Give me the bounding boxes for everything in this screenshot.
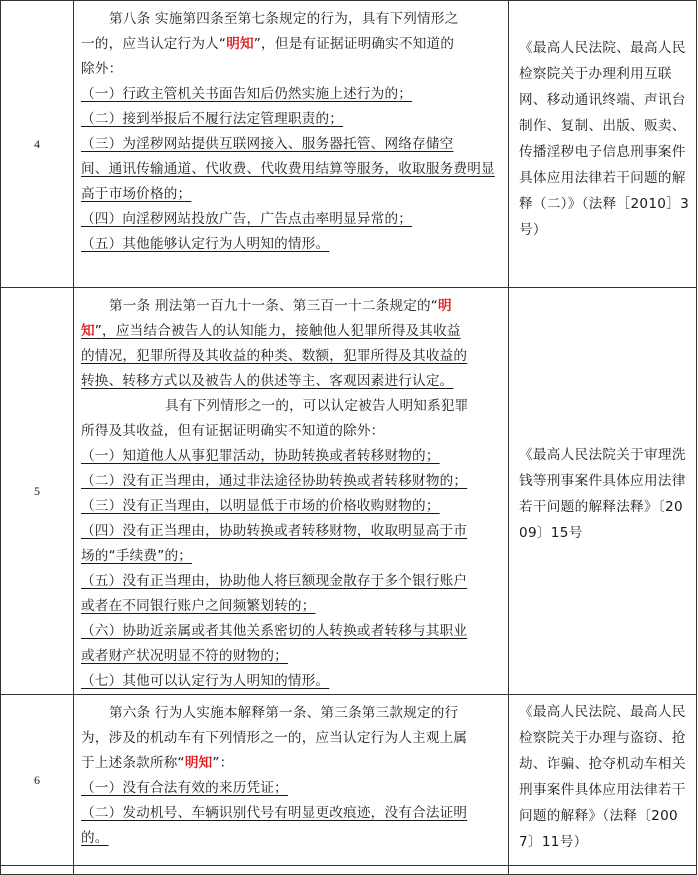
list-item: （五）没有正当理由，协助他人将巨额现金散存于多个银行账户: [81, 573, 468, 589]
list-item: （七）其他可以认定行为人明知的情形。: [81, 673, 330, 689]
text-line: 知”，应当结合被告人的认知能力，接触他人犯罪所得及其收益: [81, 323, 461, 339]
list-item: （一）没有合法有效的来历凭证；: [81, 780, 288, 796]
text-line: 具有下列情形之一的，可以认定被告人明知系犯罪: [165, 398, 469, 414]
table-row: [1, 1, 697, 288]
list-item: （六）协助近亲属或者其他关系密切的人转换或者转移与其职业: [81, 623, 468, 639]
list-item: 的。: [81, 830, 109, 846]
list-item: （二）接到举报后不履行法定管理职责的；: [81, 111, 344, 127]
list-item: （五）其他能够认定行为人明知的情形。: [81, 236, 330, 252]
article-text: [74, 1, 509, 288]
list-item: 场的“手续费”的；: [81, 548, 193, 564]
list-item: 间、通讯传输通道、代收费、代收费用结算等服务，收取服务费明显: [81, 161, 495, 177]
table-row-partial: [1, 866, 697, 875]
text-line: 第一条 刑法第一百九十一条、第三百一十二条规定的“明: [109, 298, 452, 314]
text-line: 转换、转移方式以及被告人的供述等主、客观因素进行认定。: [81, 373, 454, 389]
list-item: （二）发动机号、车辆识别代号有明显更改痕迹，没有合法证明: [81, 805, 468, 821]
highlight-mingzhi: 明知: [184, 755, 213, 771]
text-line: 于上述条款所称“明知”：: [81, 755, 234, 771]
source-citation: 《最高人民法院、最高人民 检察院关于办理与盗窃、抢 劫、诈骗、抢夺机动车相关 刑事案件具体应用法律若干 问题的解释》（法释〔200 7〕11号）: [509, 695, 697, 866]
list-item: （二）没有正当理由，通过非法途径协助转换或者转移财物的；: [81, 473, 468, 489]
row-number: 5: [1, 288, 74, 695]
list-item: （三）为淫秽网站提供互联网接入、服务器托管、网络存储空: [81, 136, 454, 152]
list-item: 高于市场价格的；: [81, 186, 192, 202]
text-line: 所得及其收益，但有证据证明确实不知道的除外：: [81, 423, 385, 439]
highlight-mingzhi: 知: [81, 323, 95, 339]
article-text: [74, 288, 509, 695]
source-citation: 《最高人民法院关于审理洗 钱等刑事案件具体应用法律 若干问题的解释法释》〔20 09〕15号: [509, 288, 697, 695]
table-row: [1, 288, 697, 695]
text-line: 第八条 实施第四条至第七条规定的行为，具有下列情形之: [109, 11, 459, 27]
text-line: 第六条 行为人实施本解释第一条、第三条第三款规定的行: [109, 705, 459, 721]
row-number: 6: [1, 695, 74, 866]
text-line: 为，涉及的机动车有下列情形之一的，应当认定行为人主观上属: [81, 730, 468, 746]
text-line: 一的，应当认定行为人“明知”，但是有证据证明确实不知道的: [81, 36, 455, 52]
list-item: （一）知道他人从事犯罪活动，协助转换或者转移财物的；: [81, 448, 440, 464]
list-item: 或者财产状况明显不符的财物的；: [81, 648, 288, 664]
text-line: 的情况，犯罪所得及其收益的种类、数额，犯罪所得及其收益的: [81, 348, 468, 364]
text-line: 除外：: [81, 61, 123, 77]
list-item: （三）没有正当理由，以明显低于市场的价格收购财物的；: [81, 498, 440, 514]
list-item: （一）行政主管机关书面告知后仍然实施上述行为的；: [81, 86, 413, 102]
list-item: （四）没有正当理由，协助转换或者转移财物，收取明显高于市: [81, 523, 468, 539]
row-number: 4: [1, 1, 74, 288]
table-row: [1, 695, 697, 866]
highlight-mingzhi: 明知: [226, 36, 254, 52]
list-item: （四）向淫秽网站投放广告，广告点击率明显异常的；: [81, 211, 413, 227]
source-citation: 《最高人民法院、最高人民 检察院关于办理利用互联 网、移动通讯终端、声讯台 制作、复制、出版、贩卖、 传播淫秽电子信息刑事案件 具体应用法律若干问题的解 释（二）》（法释［2010］3 号）: [509, 1, 697, 288]
highlight-mingzhi: 明: [438, 298, 452, 314]
list-item: 或者在不同银行账户之间频繁划转的；: [81, 598, 316, 614]
article-text: [74, 695, 509, 866]
